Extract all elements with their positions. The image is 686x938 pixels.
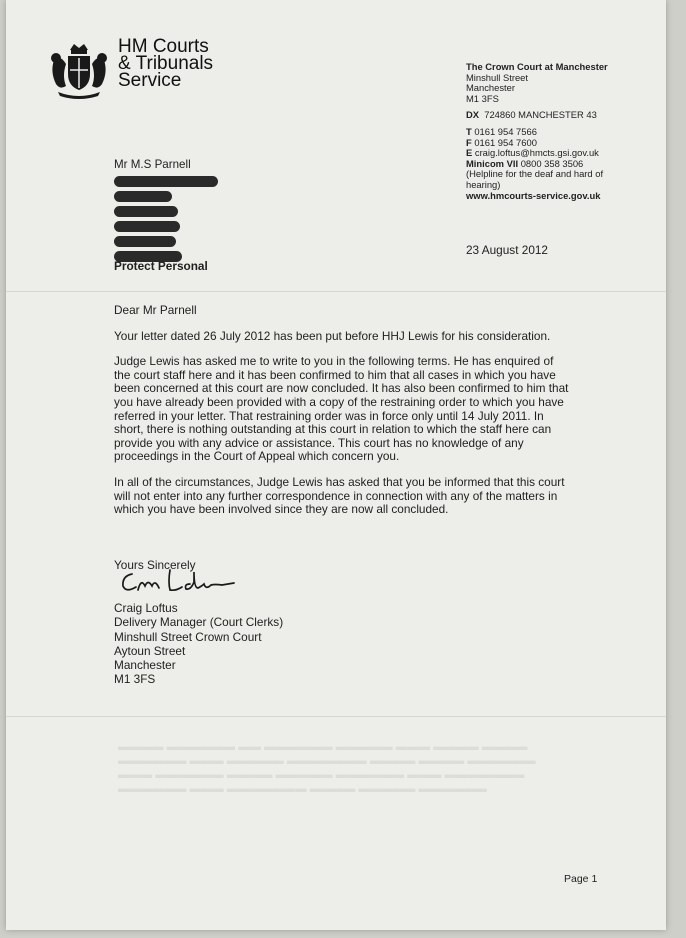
minicom-label: Minicom VII bbox=[466, 157, 519, 169]
text-line: which you have been involved since they are now all concluded. bbox=[114, 502, 449, 517]
classification-label: Protect Personal bbox=[114, 259, 208, 273]
helpline-line: hearing) bbox=[466, 178, 501, 190]
signatory-block bbox=[114, 601, 283, 687]
court-name: The Crown Court at Manchester bbox=[466, 61, 608, 72]
fax-value: 0161 954 7600 bbox=[474, 136, 537, 148]
email-value: craig.loftus@hmcts.gsi.gov.uk bbox=[474, 147, 599, 159]
brand-line: Service bbox=[118, 70, 182, 91]
letter-body bbox=[114, 304, 614, 529]
signatory-postcode: M1 3FS bbox=[114, 672, 156, 687]
text-line: short, there is nothing outstanding at this court in relation to which the staff here can bbox=[114, 422, 552, 437]
tel-value: 0161 954 7566 bbox=[474, 125, 537, 137]
text-line: proceedings in the Court of Appeal which concern you. bbox=[114, 449, 400, 464]
text-line: In all of the circumstances, Judge Lewis has asked that you be informed that this court bbox=[114, 474, 565, 489]
paragraph bbox=[114, 476, 614, 517]
signatory-city: Manchester bbox=[114, 658, 176, 673]
closing: Yours Sincerely bbox=[114, 558, 196, 572]
dx-label: DX bbox=[466, 109, 480, 121]
paragraph bbox=[114, 355, 614, 464]
reverse-side-bleed-through: ▬▬▬▬ ▬▬▬▬▬▬ ▬▬ ▬▬▬▬▬▬ ▬▬▬▬▬ ▬▬▬ ▬▬▬▬ ▬▬▬▬ ▬▬▬▬▬▬ ▬▬▬ ▬▬▬▬▬ ▬▬▬▬▬▬▬ ▬▬▬▬ ▬▬▬▬ ▬▬▬▬▬▬ ▬▬▬ ▬▬▬▬▬▬ ▬▬▬▬ ▬▬▬▬▬ ▬▬▬▬▬▬ ▬▬▬ ▬▬▬▬▬▬▬ ▬▬▬▬▬▬ ▬▬▬ ▬▬▬▬▬▬▬ ▬▬▬▬ ▬▬▬▬▬ ▬▬▬▬▬▬ bbox=[118, 741, 536, 795]
fold-line bbox=[6, 716, 666, 717]
text-line: been concerned at this court are now concluded. It has also been confirmed to him that bbox=[114, 381, 569, 396]
fax-label: F bbox=[466, 136, 472, 148]
court-street: Minshull Street bbox=[466, 71, 529, 83]
text-line: Judge Lewis has asked me to write to you in the following terms. He has enquired of bbox=[114, 354, 554, 369]
dx-line bbox=[466, 110, 608, 121]
recipient-block bbox=[114, 158, 218, 262]
redaction-mark bbox=[114, 176, 218, 187]
court-address-block bbox=[466, 62, 608, 201]
signatory-court: Minshull Street Crown Court bbox=[114, 629, 262, 644]
email-label: E bbox=[466, 147, 473, 159]
fold-line bbox=[6, 291, 666, 292]
letter-page bbox=[6, 0, 666, 930]
signatory-street: Aytoun Street bbox=[114, 643, 186, 658]
court-postcode: M1 3FS bbox=[466, 92, 499, 104]
signatory-title: Delivery Manager (Court Clerks) bbox=[114, 615, 284, 630]
text-line: you have already been provided with a copy of the restraining order to which you have bbox=[114, 394, 564, 409]
text-line: will not enter into any further correspondence in connection with any of the matters in bbox=[114, 488, 558, 503]
handwritten-signature-icon bbox=[118, 566, 258, 596]
minicom-value: 0800 358 3506 bbox=[520, 157, 584, 169]
redaction-mark bbox=[114, 206, 178, 217]
text-line: provide you with any advice or assistance. This court has no knowledge of any bbox=[114, 435, 524, 450]
page-number: Page 1 bbox=[564, 873, 598, 885]
salutation: Dear Mr Parnell bbox=[114, 303, 197, 317]
signatory-name: Craig Loftus bbox=[114, 601, 178, 615]
paragraph: Your letter dated 26 July 2012 has been put before HHJ Lewis for his consideration. bbox=[114, 328, 551, 343]
redaction-mark bbox=[114, 236, 176, 247]
text-line: referred in your letter. That restraining order was in force only until 14 July 2011. In bbox=[114, 408, 544, 423]
helpline-line: (Helpline for the deaf and hard of bbox=[466, 168, 604, 180]
royal-coat-of-arms-icon bbox=[44, 40, 114, 100]
recipient-name: Mr M.S Parnell bbox=[114, 158, 191, 171]
text-line: the court staff here and it has been confirmed to him that all cases in which you have bbox=[114, 367, 556, 382]
tel-label: T bbox=[466, 125, 472, 137]
hmcts-wordmark bbox=[118, 38, 213, 89]
brand-line: HM Courts bbox=[118, 36, 209, 57]
redaction-mark bbox=[114, 191, 172, 202]
redaction-mark bbox=[114, 221, 180, 232]
court-city: Manchester bbox=[466, 82, 515, 94]
letter-date: 23 August 2012 bbox=[466, 243, 548, 257]
website-link: www.hmcourts-service.gov.uk bbox=[466, 189, 601, 201]
dx-value: 724860 MANCHESTER 43 bbox=[484, 109, 597, 121]
brand-line: & Tribunals bbox=[118, 53, 214, 74]
